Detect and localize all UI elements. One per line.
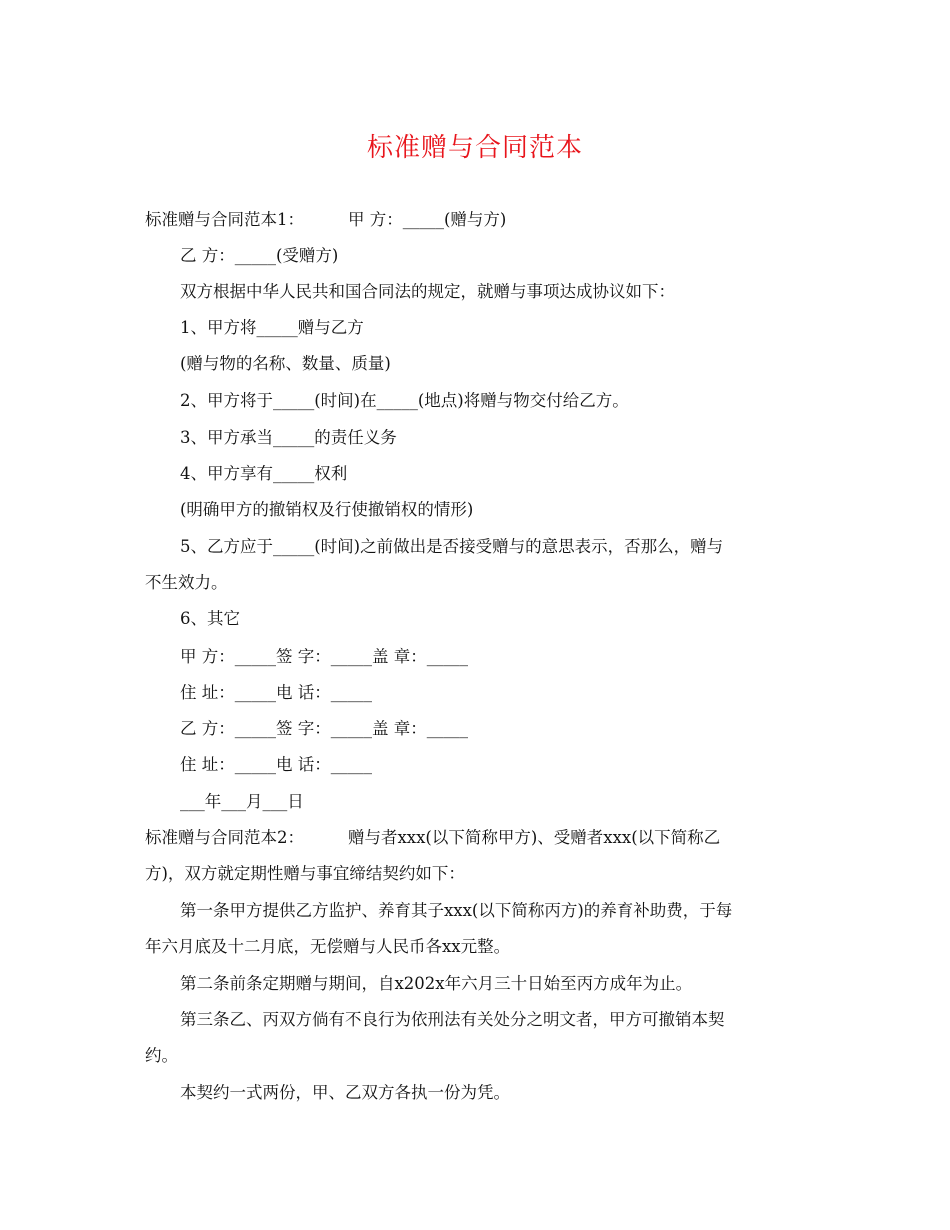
date-line: ___年___月___日	[180, 792, 304, 811]
paragraph-line: 本契约一式两份，甲、乙双方各执一份为凭。	[180, 1083, 510, 1102]
paragraph-line: 1、甲方将_____赠与乙方	[180, 318, 364, 337]
signature-line: 乙 方：_____签 字：_____盖 章：_____	[180, 719, 468, 738]
paragraph-line: (明确甲方的撤销权及行使撤销权的情形)	[180, 500, 474, 519]
signature-line: 住 址：_____电 话：_____	[180, 683, 372, 702]
paragraph-line: 3、甲方承当_____的责任义务	[180, 428, 397, 447]
section-heading: 标准赠与合同范本2：	[145, 828, 304, 847]
paragraph-line: 方)，双方就定期性赠与事宜缔结契约如下：	[145, 864, 465, 883]
paragraph-line: 2、甲方将于_____(时间)在_____(地点)将赠与物交付给乙方。	[180, 391, 629, 410]
paragraph-text: 甲 方：_____(赠与方)	[348, 210, 507, 229]
paragraph-line	[145, 208, 815, 232]
paragraph-line: 6、其它	[180, 609, 240, 628]
paragraph-line: 第三条乙、丙双方倘有不良行为依刑法有关处分之明文者，甲方可撤销本契	[180, 1010, 725, 1029]
paragraph-line: 乙 方：_____(受赠方)	[180, 246, 339, 265]
paragraph-line: 第二条前条定期赠与期间，自x202x年六月三十日始至丙方成年为止。	[180, 974, 693, 993]
paragraph-line: 约。	[145, 1046, 178, 1065]
paragraph-line: 年六月底及十二月底，无偿赠与人民币各xx元整。	[145, 937, 511, 956]
paragraph-line: 第一条甲方提供乙方监护、养育其子xxx(以下简称丙方)的养育补助费，于每	[180, 901, 733, 920]
paragraph-line	[145, 826, 815, 850]
paragraph-line: 不生效力。	[145, 573, 228, 592]
paragraph-line: 5、乙方应于_____(时间)之前做出是否接受赠与的意思表示，否那么，赠与	[180, 537, 724, 556]
section-heading: 标准赠与合同范本1：	[145, 210, 304, 229]
signature-line: 甲 方：_____签 字：_____盖 章：_____	[180, 647, 468, 666]
paragraph-text: 赠与者xxx(以下简称甲方)、受赠者xxx(以下简称乙	[348, 828, 721, 847]
paragraph-line: (赠与物的名称、数量、质量)	[180, 354, 391, 373]
paragraph-line: 4、甲方享有_____权利	[180, 464, 348, 483]
paragraph-line: 双方根据中华人民共和国合同法的规定，就赠与事项达成协议如下：	[180, 282, 675, 301]
signature-line: 住 址：_____电 话：_____	[180, 755, 372, 774]
document-title: 标准赠与合同范本	[366, 133, 583, 163]
